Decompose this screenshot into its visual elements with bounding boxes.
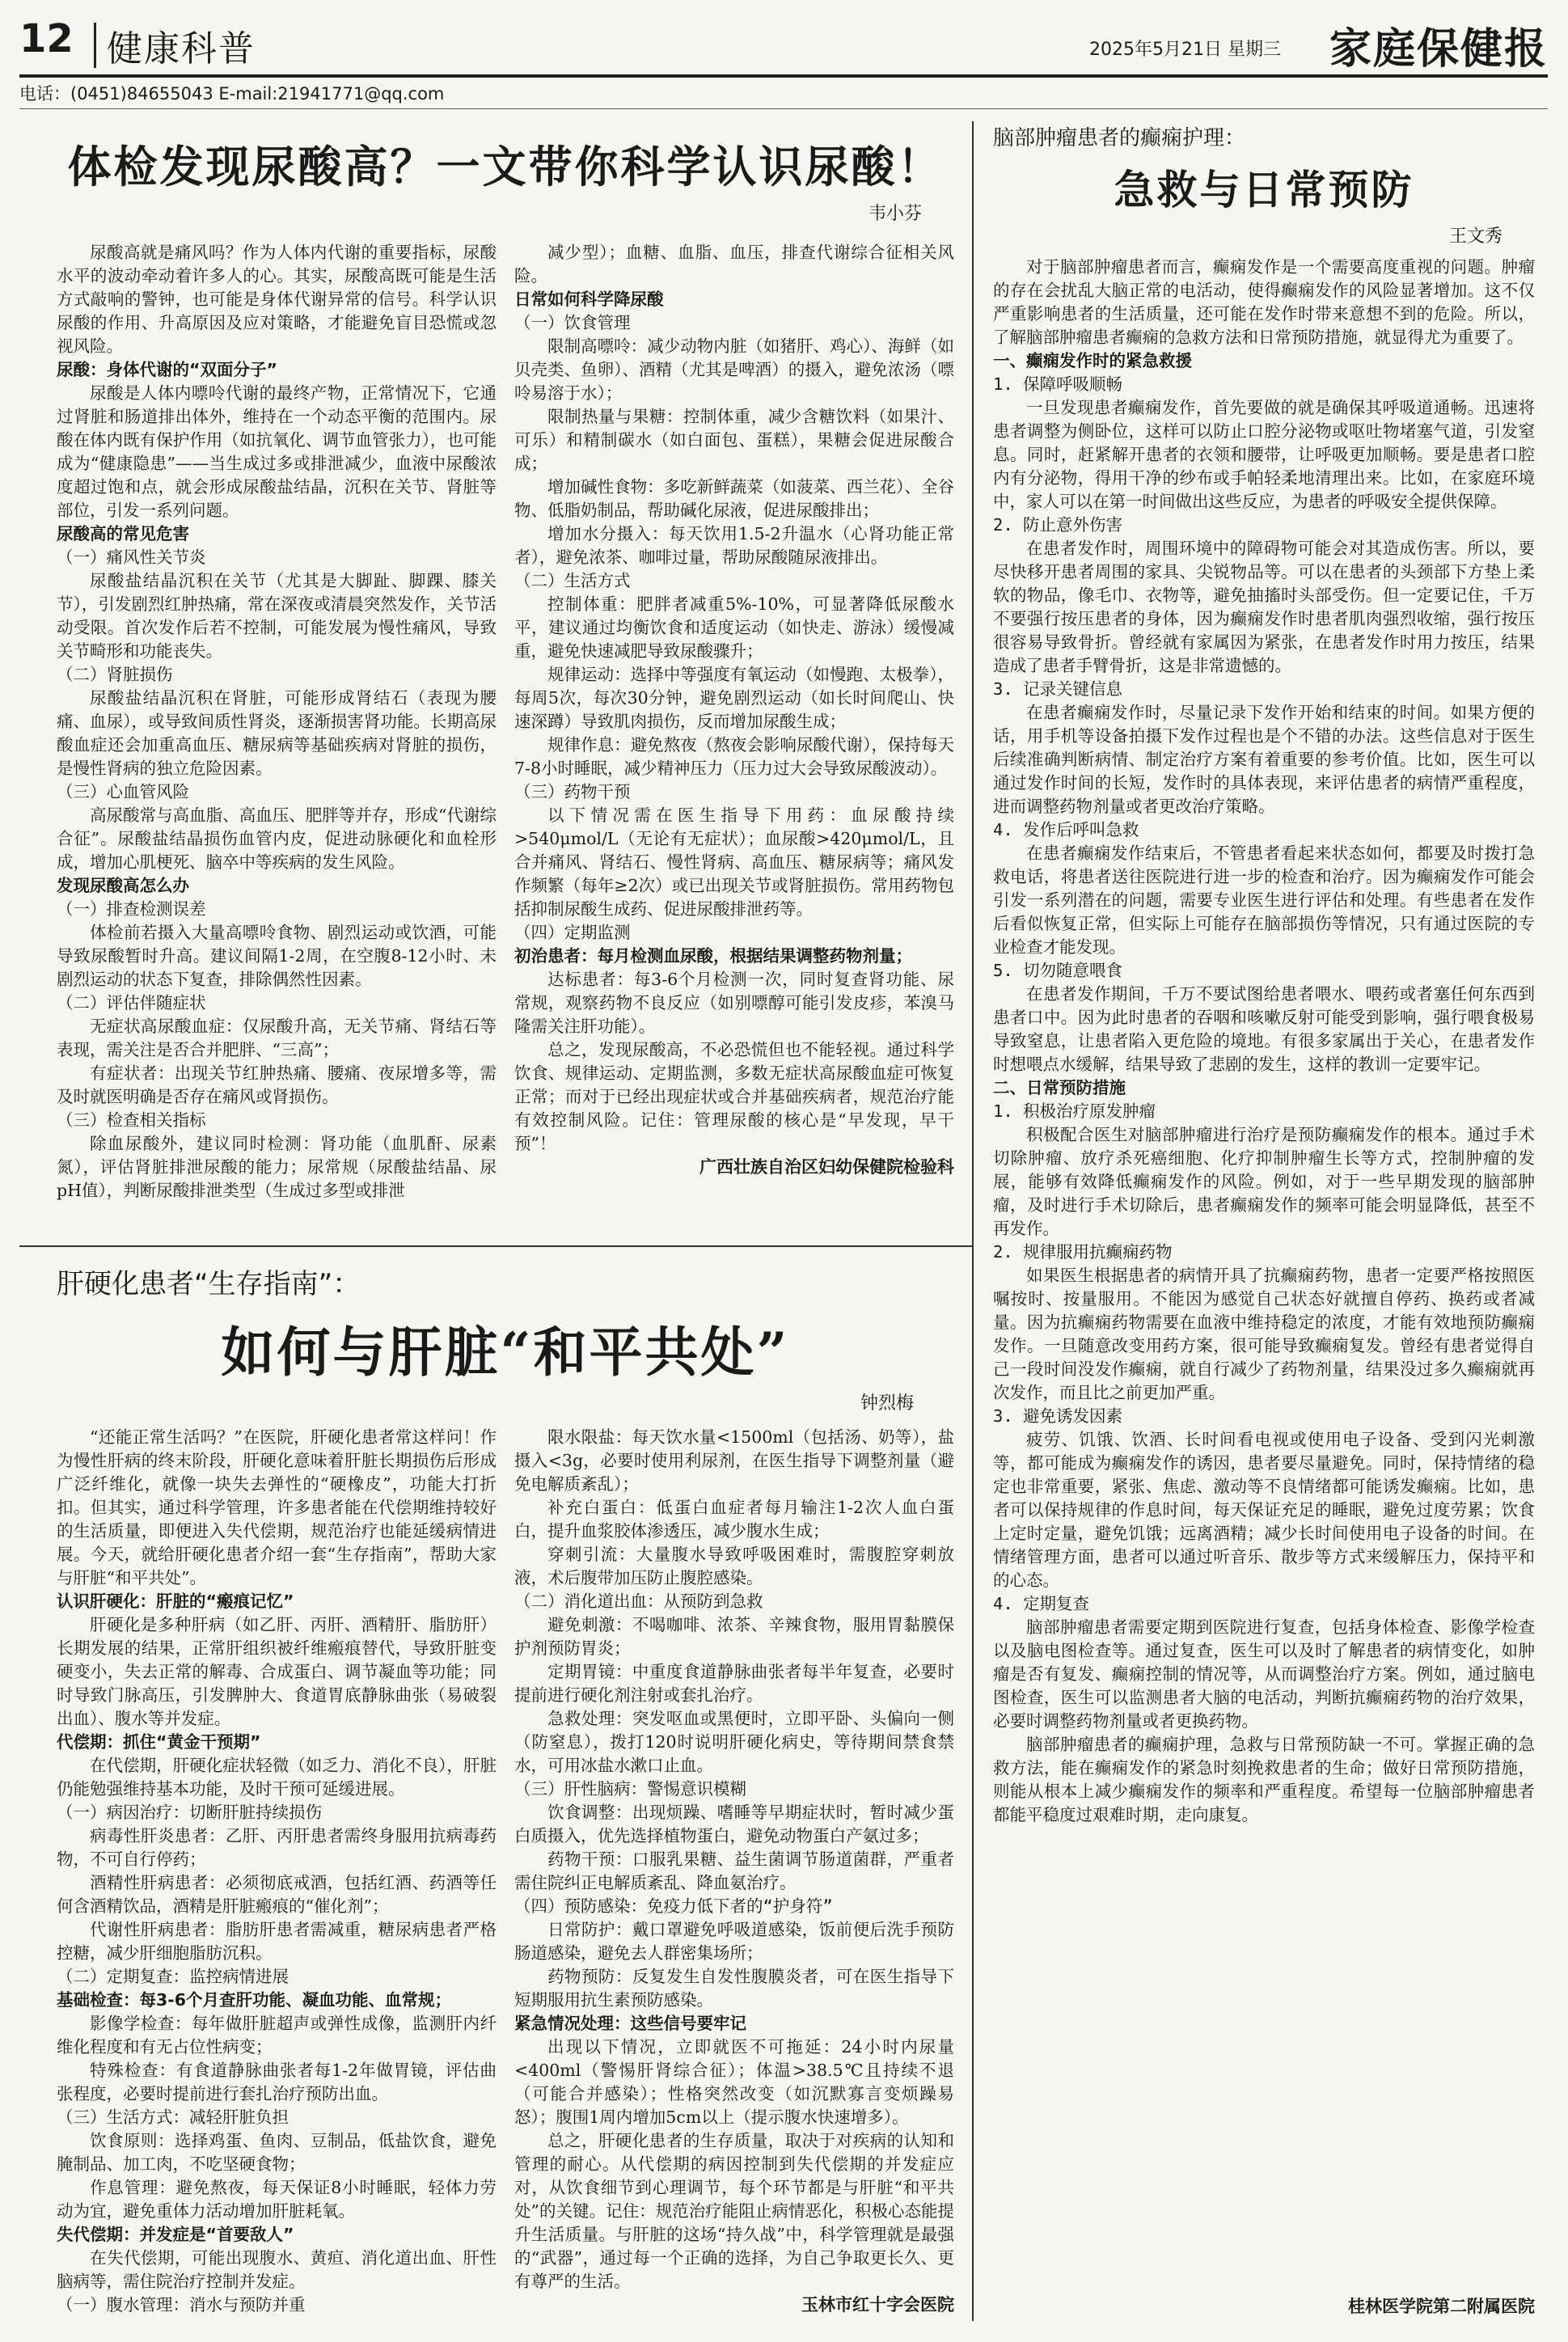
subheading: 4. 发作后呼叫急救 bbox=[993, 820, 1139, 839]
subheading: （一）饮食管理 bbox=[514, 313, 631, 332]
paragraph: 穿刺引流：大量腹水导致呼吸困难时，需腹腔穿刺放液，术后腹带加压防止腹腔感染。 bbox=[514, 1545, 954, 1587]
paragraph: 一旦发现患者癫痫发作，首先要做的就是确保其呼吸道通畅。迅速将患者调整为侧卧位，这样可以防止口腔分泌物或呕吐物堵塞气道，引发窒息。同时，赶紧解开患者的衣领和腰带，让呼吸更加顺畅。要是患者口腔内有分泌物，得用干净的纱布或手帕轻柔地清理出来。比如，在家庭环境中，家人可以在第一时间做出这些反应，为患者的呼吸安全提供保障。 bbox=[993, 398, 1535, 511]
paragraph: 对于脑部肿瘤患者而言，癫痫发作是一个需要高度重视的问题。肿瘤的存在会扰乱大脑正常的电活动，使得癫痫发作的风险显著增加。这不仅严重影响患者的生活质量，还可能在发作时带来意想不到的危险。所以，了解脑部肿瘤患者癫痫的急救方法和日常预防措施，就显得尤为重要了。 bbox=[993, 257, 1535, 347]
paragraph: 急救处理：突发呕血或黑便时，立即平卧、头偏向一侧（防窒息），拨打120时说明肝硬化病史，等待期间禁食禁水，可用冰盐水漱口止血。 bbox=[514, 1709, 954, 1775]
subheading: （三）检查相关指标 bbox=[57, 1110, 206, 1130]
paragraph: 饮食原则：选择鸡蛋、鱼肉、豆制品，低盐饮食，避免腌制品、加工肉，不吃坚硬食物； bbox=[57, 2131, 497, 2174]
contact-line: 电话：(0451)84655043 E-mail:21941771@qq.com bbox=[19, 84, 445, 104]
paragraph: 尿酸盐结晶沉积在关节（尤其是大脚趾、脚踝、膝关节），引发剧烈红肿热痛，常在深夜或清晨突然发作，关节活动受限。首次发作后若不控制，可能发展为慢性痛风，导致关节畸形和功能丧失。 bbox=[57, 571, 497, 661]
paragraph: 代谢性肝病患者：脂肪肝患者需减重，糖尿病患者严格控糖，减少肝细胞脂肪沉积。 bbox=[57, 1920, 497, 1963]
contact-rule bbox=[19, 108, 1548, 109]
subheading: 1. 保障呼吸顺畅 bbox=[993, 374, 1123, 394]
subheading: （四）定期监测 bbox=[514, 923, 631, 942]
subheading: （三）生活方式：减轻肝脏负担 bbox=[57, 2107, 289, 2127]
section-heading: 尿酸：身体代谢的“双面分子” bbox=[57, 360, 277, 379]
article-columns bbox=[57, 1426, 954, 2321]
subheading: （二）定期复查：监控病情进展 bbox=[57, 1967, 289, 1986]
section-heading: 一、癫痫发作时的紧急救援 bbox=[993, 351, 1192, 370]
paragraph: 除血尿酸外，建议同时检测：肾功能（血肌酐、尿素氮），评估肾脏排泄尿酸的能力；尿常规（尿酸盐结晶、尿pH值），判断尿酸排泄类型（生成过多型或排泄 bbox=[57, 1134, 497, 1200]
article-column bbox=[57, 1426, 497, 2321]
paragraph: 增加水分摄入：每天饮用1.5-2升温水（心肾功能正常者），避免浓茶、咖啡过量，帮助尿酸随尿液排出。 bbox=[514, 524, 954, 567]
section-heading: 代偿期：抓住“黄金干预期” bbox=[57, 1732, 261, 1752]
paragraph: 规律运动：选择中等强度有氧运动（如慢跑、太极拳），每周5次，每次30分钟，避免剧烈运动（如长时间爬山、快速深蹲）导致肌肉损伤，反而增加尿酸生成； bbox=[514, 665, 954, 731]
paragraph: 病毒性肝炎患者：乙肝、丙肝患者需终身服用抗病毒药物，不可自行停药； bbox=[57, 1826, 497, 1869]
article-column bbox=[514, 1426, 954, 2321]
article-author: 韦小芬 bbox=[868, 204, 922, 224]
subheading: 4. 定期复查 bbox=[993, 1594, 1090, 1613]
article-column bbox=[993, 256, 1535, 2293]
subheading: （一）痛风性关节炎 bbox=[57, 547, 206, 567]
paragraph: 特殊检查：有食道静脉曲张者每1-2年做胃镜，评估曲张程度，必要时提前进行套扎治疗预防出血。 bbox=[57, 2061, 497, 2103]
subheading: 5. 切勿随意喂食 bbox=[993, 961, 1123, 980]
section-heading: 紧急情况处理：这些信号要牢记 bbox=[514, 2014, 746, 2033]
subheading: 1. 积极治疗原发肿瘤 bbox=[993, 1101, 1156, 1121]
paragraph: 作息管理：避免熬夜，每天保证8小时睡眠，轻体力劳动为宜，避免重体力活动增加肝脏耗氧。 bbox=[57, 2178, 497, 2221]
header-rule bbox=[19, 74, 1548, 78]
paragraph: 脑部肿瘤患者需要定期到医院进行复查，包括身体检查、影像学检查以及脑电图检查等。通过复查，医生可以及时了解患者的病情变化，如肿瘤是否有复发、癫痫控制的情况等，从而调整治疗方案。例如，通过脑电图检查，医生可以监测患者大脑的电活动，判断抗癫痫药物的治疗效果，必要时调整药物剂量或者更换药物。 bbox=[993, 1617, 1535, 1731]
paragraph: 药物预防：反复发生自发性腹膜炎者，可在医生指导下短期服用抗生素预防感染。 bbox=[514, 1967, 954, 2010]
subheading: （一）排查检测误差 bbox=[57, 899, 206, 919]
paragraph: 以下情况需在医生指导下用药：血尿酸持续>540μmol/L（无论有无症状）；血尿酸>420μmol/L，且合并痛风、肾结石、慢性肾病、高血压、糖尿病等；痛风发作频繁（每年≥2次）或已出现关节或肾脏损伤。常用药物包括抑制尿酸生成药、促进尿酸排泄药等。 bbox=[514, 805, 954, 919]
paragraph: “还能正常生活吗？”在医院，肝硬化患者常这样问！作为慢性肝病的终末阶段，肝硬化意味着肝脏长期损伤后形成广泛纤维化，就像一块失去弹性的“硬橡皮”，功能大打折扣。但其实，通过科学管理，许多患者能在代偿期维持较好的生活质量，即便进入失代偿期，规范治疗也能延缓病情进展。今天，就给肝硬化患者介绍一套“生存指南”，帮助大家与肝脏“和平共处”。 bbox=[57, 1427, 497, 1587]
paragraph: 疲劳、饥饿、饮酒、长时间看电视或使用电子设备、受到闪光刺激等，都可能成为癫痫发作的诱因，患者要尽量避免。同时，保持情绪的稳定也非常重要，紧张、焦虑、激动等不良情绪都可能诱发癫痫。比如，患者可以保持规律的作息时间，每天保证充足的睡眠，避免过度劳累；饮食上定时定量，避免饥饿；远离酒精；减少长时间使用电子设备的时间。在情绪管理方面，患者可以通过听音乐、散步等方式来缓解压力，保持平和的心态。 bbox=[993, 1430, 1535, 1590]
article-title: 急救与日常预防 bbox=[1114, 166, 1414, 213]
article-epilepsy bbox=[993, 121, 1535, 2329]
subheading: （三）心血管风险 bbox=[57, 782, 189, 801]
masthead bbox=[19, 15, 1548, 79]
paragraph: 补充白蛋白：低蛋白血症者每月输注1-2次人血白蛋白，提升血浆胶体渗透压，减少腹水生成； bbox=[514, 1498, 954, 1541]
paragraph: 酒精性肝病患者：必须彻底戒酒，包括红酒、药酒等任何含酒精饮品，酒精是肝脏瘢痕的“催化剂”； bbox=[57, 1873, 497, 1916]
article-kicker: 脑部肿瘤患者的癫痫护理： bbox=[993, 126, 1246, 150]
article-column bbox=[57, 241, 497, 1211]
subheading: （一）腹水管理：消水与预防并重 bbox=[57, 2295, 306, 2315]
paragraph: 避免刺激：不喝咖啡、浓茶、辛辣食物，服用胃黏膜保护剂预防胃炎； bbox=[514, 1615, 954, 1658]
article-columns bbox=[57, 241, 954, 1211]
paragraph: 在代偿期，肝硬化症状轻微（如乏力、消化不良），肝脏仍能勉强维持基本功能，及时干预可延缓进展。 bbox=[57, 1756, 497, 1799]
paragraph: 增加碱性食物：多吃新鲜蔬菜（如菠菜、西兰花）、全谷物、低脂奶制品，帮助碱化尿液，促进尿酸排出； bbox=[514, 477, 954, 520]
paragraph: 在患者发作期间，千万不要试图给患者喂水、喂药或者塞任何东西到患者口中。因为此时患者的吞咽和咳嗽反射可能受到影响，强行喂食极易导致窒息，让患者陷入更危险的境地。有很多家属出于关心，在患者发作时想喂点水缓解，结果导致了悲剧的发生，这样的教训一定要牢记。 bbox=[993, 984, 1535, 1074]
article-author: 王文秀 bbox=[1448, 226, 1502, 247]
paragraph: 在患者癫痫发作时，尽量记录下发作开始和结束的时间。如果方便的话，用手机等设备拍摄下发作过程也是个不错的办法。这些信息对于医生后续准确判断病情、制定治疗方案有着重要的参考价值。比如，医生可以通过发作时间的长短，发作时的具体表现，来评估患者的病情严重程度，进而调整药物剂量或者更改治疗策略。 bbox=[993, 703, 1535, 816]
article-cirrhosis bbox=[57, 1262, 954, 2321]
subheading: 3. 记录关键信息 bbox=[993, 679, 1123, 699]
paragraph: 尿酸高就是痛风吗？作为人体内代谢的重要指标，尿酸水平的波动牵动着许多人的心。其实，尿酸高既可能是生活方式敲响的警钟，也可能是身体代谢异常的信号。科学认识尿酸的作用、升高原因及应对策略，才能避免盲目恐慌或忽视风险。 bbox=[57, 243, 497, 356]
article-column-text bbox=[514, 1426, 954, 2293]
subheading: （三）肝性脑病：警惕意识模糊 bbox=[514, 1779, 746, 1799]
subheading: （一）病因治疗：切断肝脏持续损伤 bbox=[57, 1803, 322, 1822]
subheading: （二）评估伴随症状 bbox=[57, 993, 206, 1012]
article-source: 桂林医学院第二附属医院 bbox=[1348, 2297, 1535, 2316]
paragraph: 在患者发作时，周围环境中的障碍物可能会对其造成伤害。所以，要尽快移开患者周围的家具、尖锐物品等。可以在患者的头颈部下方垫上柔软的物品，像毛巾、衣物等，避免抽搐时头部受伤。但一定要记住，千万不要强行按压患者的身体，因为癫痫发作时患者肌肉强烈收缩，强行按压很容易导致骨折。曾经就有家属因为紧张，在患者发作时用力按压，结果造成了患者手臂骨折，这是非常遗憾的。 bbox=[993, 539, 1535, 675]
section-heading: 认识肝硬化：肝脏的“瘢痕记忆” bbox=[57, 1592, 294, 1611]
paragraph: 高尿酸常与高血脂、高血压、肥胖等并存，形成“代谢综合征”。尿酸盐结晶损伤血管内皮，促进动脉硬化和血栓形成，增加心肌梗死、脑卒中等疾病的发生风险。 bbox=[57, 805, 497, 872]
paragraph: 控制体重：肥胖者减重5%-10%，可显著降低尿酸水平，建议通过均衡饮食和适度运动（如快走、游泳）缓慢减重，避免快速减肥导致尿酸骤升； bbox=[514, 594, 954, 661]
subheading: （二）生活方式 bbox=[514, 571, 631, 590]
paragraph: 尿酸是人体内嘌呤代谢的最终产物，正常情况下，它通过肾脏和肠道排出体外，维持在一个动态平衡的范围内。尿酸在体内既有保护作用（如抗氧化、调节血管张力），也可能成为“健康隐患”——当生成过多或排泄减少，血液中尿酸浓度超过饱和点，就会形成尿酸盐结晶，沉积在关节、肾脏等部位，引发一系列问题。 bbox=[57, 383, 497, 520]
paragraph: 限制高嘌呤：减少动物内脏（如猪肝、鸡心）、海鲜（如贝壳类、鱼卵）、酒精（尤其是啤酒）的摄入，避免浓汤（嘌呤易溶于水）； bbox=[514, 336, 954, 403]
article-title: 体检发现尿酸高？一文带你科学认识尿酸！ bbox=[67, 141, 944, 192]
paragraph: 日常防护：戴口罩避免呼吸道感染，饭前便后洗手预防肠道感染，避免去人群密集场所； bbox=[514, 1920, 954, 1963]
article-title: 如何与肝脏“和平共处” bbox=[221, 1321, 790, 1384]
section-heading: 失代偿期：并发症是“首要敌人” bbox=[57, 2225, 294, 2244]
paragraph: 体检前若摄入大量高嘌呤食物、剧烈运动或饮酒，可能导致尿酸暂时升高。建议间隔1-2周，在空腹8-12小时、未剧烈运动的状态下复查，排除偶然性因素。 bbox=[57, 923, 497, 989]
column-divider bbox=[972, 121, 974, 2321]
issue-date: 2025年5月21日 星期三 bbox=[1089, 40, 1281, 60]
paragraph: 定期胃镜：中重度食道静脉曲张者每半年复查，必要时提前进行硬化剂注射或套扎治疗。 bbox=[514, 1662, 954, 1705]
paragraph: 尿酸盐结晶沉积在肾脏，可能形成肾结石（表现为腰痛、血尿），或导致间质性肾炎，逐渐损害肾功能。长期高尿酸血症还会加重高血压、糖尿病等基础疾病对肾脏的损伤，是慢性肾病的独立危险因素。 bbox=[57, 688, 497, 778]
article-column bbox=[514, 241, 954, 1211]
paragraph: 脑部肿瘤患者的癫痫护理，急救与日常预防缺一不可。掌握正确的急救方法，能在癫痫发作的紧急时刻挽救患者的生命；做好日常预防措施，则能从根本上减少癫痫发作的频率和严重程度。希望每一位脑部肿瘤患者都能平稳度过艰难时期，走向康复。 bbox=[993, 1735, 1535, 1824]
section-heading: 发现尿酸高怎么办 bbox=[57, 876, 189, 895]
subheading: （二）肾脏损伤 bbox=[57, 665, 173, 684]
paragraph: 出现以下情况，立即就医不可拖延：24小时内尿量<400ml（警惕肝肾综合征）；体温>38.5℃且持续不退（可能合并感染）；性格突然改变（如沉默寡言变烦躁易怒）；腹围1周内增加5cm以上（提示腹水快速增多）。 bbox=[514, 2037, 954, 2127]
paper-name: 家庭保健报 bbox=[1329, 24, 1548, 74]
section-heading: 日常如何科学降尿酸 bbox=[514, 290, 664, 309]
page-number: 12 bbox=[19, 16, 74, 61]
article-column-text bbox=[514, 241, 954, 1156]
paragraph: 饮食调整：出现烦躁、嗜睡等早期症状时，暂时减少蛋白质摄入，优先选择植物蛋白，避免动物蛋白产氨过多； bbox=[514, 1803, 954, 1845]
paragraph: 在失代偿期，可能出现腹水、黄疸、消化道出血、肝性脑病等，需住院治疗控制并发症。 bbox=[57, 2248, 497, 2291]
paragraph: 总之，发现尿酸高，不必恐慌但也不能轻视。通过科学饮食、规律运动、定期监测，多数无症状高尿酸血症可恢复正常；而对于已经出现症状或合并基础疾病者，规范治疗能有效控制风险。记住：管理尿酸的核心是“早发现，早干预”！ bbox=[514, 1040, 954, 1153]
article-source: 玉林市红十字会医院 bbox=[801, 2295, 954, 2315]
paragraph: 达标患者：每3-6个月检测一次，同时复查肾功能、尿常规，观察药物不良反应（如别嘌醇可能引发皮疹，苯溴马隆需关注肝功能）。 bbox=[514, 970, 954, 1036]
subheading: （四）预防感染：免疫力低下者的“护身符” bbox=[514, 1896, 833, 1916]
subheading: 2. 规律服用抗癫痫药物 bbox=[993, 1242, 1173, 1262]
masthead-divider bbox=[94, 23, 96, 68]
section-heading: 基础检查：每3-6个月查肝功能、凝血功能、血常规； bbox=[57, 1990, 452, 2010]
article-author: 钟烈梅 bbox=[860, 1393, 914, 1414]
paragraph: 有症状者：出现关节红肿热痛、腰痛、夜尿增多等，需及时就医明确是否存在痛风或肾损伤。 bbox=[57, 1063, 497, 1106]
paragraph: 减少型）；血糖、血脂、血压，排查代谢综合征相关风险。 bbox=[514, 243, 954, 285]
paragraph: 规律作息：避免熬夜（熬夜会影响尿酸代谢），保持每天7-8小时睡眠，减少精神压力（压力过大会导致尿酸波动）。 bbox=[514, 735, 954, 778]
paragraph: 积极配合医生对脑部肿瘤进行治疗是预防癫痫发作的根本。通过手术切除肿瘤、放疗杀死癌细胞、化疗抑制肿瘤生长等方式，控制肿瘤的发展，能够有效降低癫痫发作的风险。例如，对于一些早期发现的脑部肿瘤，及时进行手术切除后，患者癫痫发作的频率可能会明显降低，甚至不再发作。 bbox=[993, 1125, 1535, 1238]
subheading: （三）药物干预 bbox=[514, 782, 631, 801]
subheading: （二）消化道出血：从预防到急救 bbox=[514, 1592, 763, 1611]
subheading: 3. 避免诱发因素 bbox=[993, 1406, 1123, 1426]
section-name: 健康科普 bbox=[107, 28, 256, 70]
paragraph: 在患者癫痫发作结束后，不管患者看起来状态如何，都要及时拨打急救电话，将患者送往医院进行进一步的检查和治疗。因为癫痫发作可能会引发一系列潜在的问题，需要专业医生进行评估和处理。有些患者在发作后看似恢复正常，但实际上可能存在脑部损伤等情况，只有通过医院的专业检查才能发现。 bbox=[993, 843, 1535, 957]
article-kicker: 肝硬化患者“生存指南”： bbox=[57, 1268, 361, 1300]
paragraph: 无症状高尿酸血症：仅尿酸升高，无关节痛、肾结石等表现，需关注是否合并肥胖、“三高”； bbox=[57, 1017, 497, 1059]
section-heading: 初治患者：每月检测血尿酸，根据结果调整药物剂量； bbox=[514, 946, 912, 966]
paragraph: 如果医生根据患者的病情开具了抗癫痫药物，患者一定要严格按照医嘱按时、按量服用。不能因为感觉自己状态好就擅自停药、换药或者减量。因为抗癫痫药物需要在血液中维持稳定的浓度，才能有效地预防癫痫发作。一旦随意改变用药方案，很可能导致癫痫复发。曾经有患者觉得自己一段时间没发作癫痫，就自行减少了药物剂量，结果没过多久癫痫就再次发作，而且比之前更加严重。 bbox=[993, 1266, 1535, 1402]
article-source: 广西壮族自治区妇幼保健院检验科 bbox=[699, 1157, 954, 1177]
article-divider bbox=[19, 1245, 974, 1247]
section-heading: 二、日常预防措施 bbox=[993, 1078, 1126, 1097]
subheading: 2. 防止意外伤害 bbox=[993, 515, 1123, 535]
paragraph: 限制热量与果糖：控制体重，减少含糖饮料（如果汁、可乐）和精制碳水（如白面包、蛋糕），果糖会促进尿酸合成； bbox=[514, 407, 954, 473]
paragraph: 限水限盐：每天饮水量<1500ml（包括汤、奶等），盐摄入<3g，必要时使用利尿剂，在医生指导下调整剂量（避免电解质紊乱）； bbox=[514, 1427, 954, 1494]
paragraph: 影像学检查：每年做肝脏超声或弹性成像，监测肝内纤维化程度和有无占位性病变； bbox=[57, 2014, 497, 2057]
paragraph: 总之，肝硬化患者的生存质量，取决于对疾病的认知和管理的耐心。从代偿期的病因控制到失代偿期的并发症应对，从饮食细节到心理调节，每个环节都是与肝脏“和平共处”的关键。记住：规范治疗能阻止病情恶化，积极心态能提升生活质量。与肝脏的这场“持久战”中，科学管理就是最强的“武器”，通过每一个正确的选择，为自己争取更长久、更有尊严的生活。 bbox=[514, 2131, 954, 2291]
article-uric-acid bbox=[57, 129, 954, 1237]
paragraph: 肝硬化是多种肝病（如乙肝、丙肝、酒精肝、脂肪肝）长期发展的结果，正常肝组织被纤维瘢痕替代，导致肝脏变硬变小，失去正常的解毒、合成蛋白、调节凝血等功能；同时导致门脉高压，引发脾肿大、食道胃底静脉曲张（易破裂出血）、腹水等并发症。 bbox=[57, 1615, 497, 1728]
paragraph: 药物干预：口服乳果糖、益生菌调节肠道菌群，严重者需住院纠正电解质紊乱、降血氨治疗。 bbox=[514, 1850, 954, 1892]
section-heading: 尿酸高的常见危害 bbox=[57, 524, 189, 543]
